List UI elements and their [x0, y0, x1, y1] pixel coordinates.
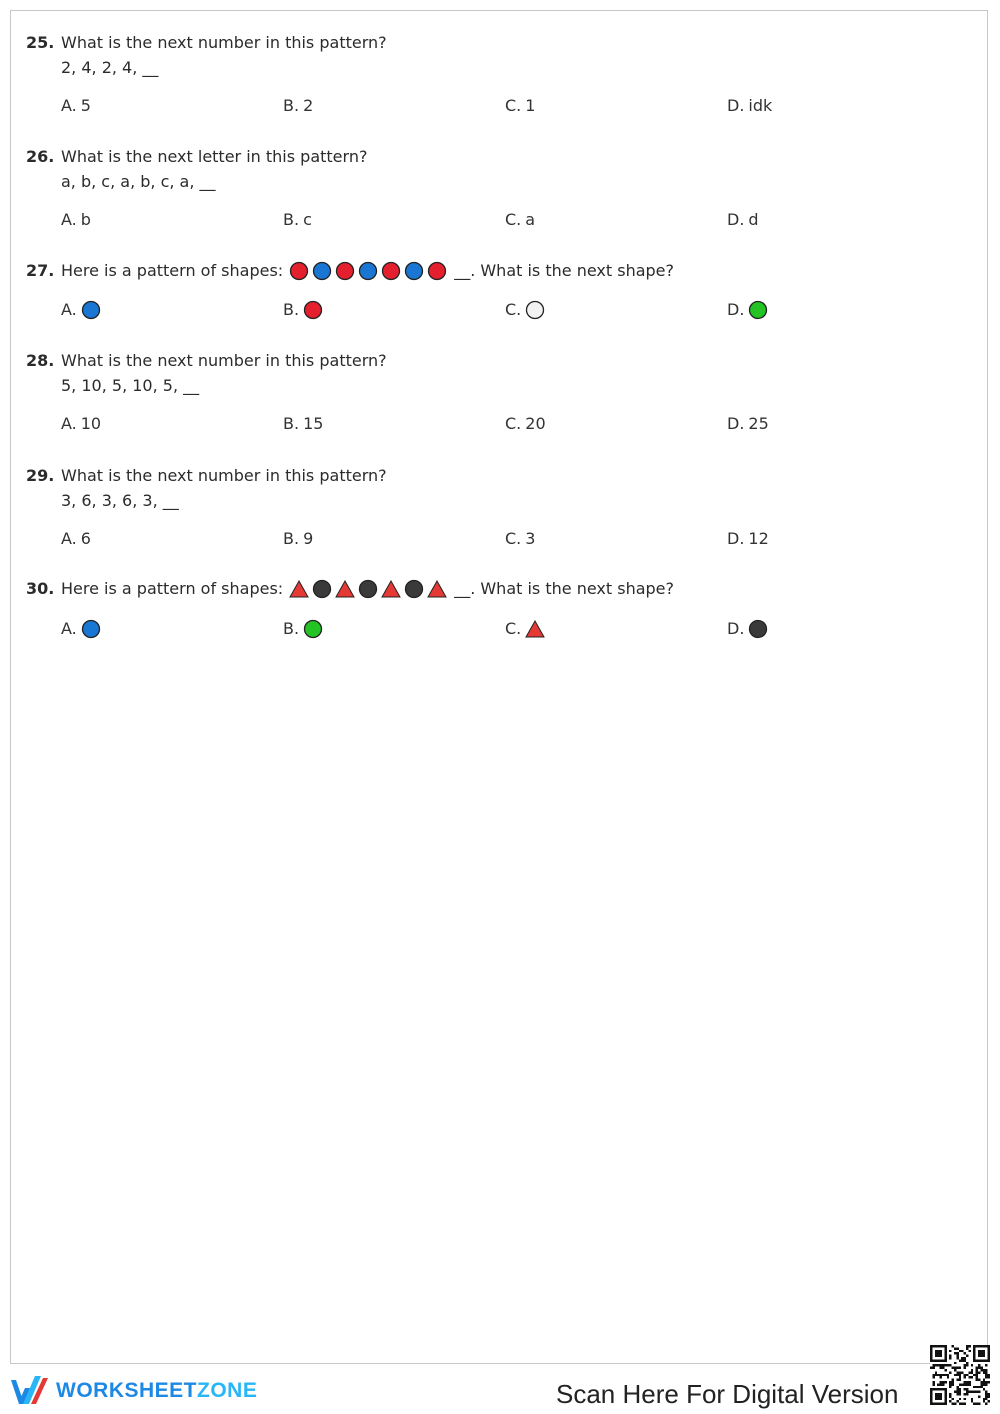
- option-a[interactable]: A. 5: [61, 94, 91, 118]
- red-triangle-icon: [427, 579, 447, 599]
- blue-circle-icon: [404, 261, 424, 281]
- red-circle-icon: [427, 261, 447, 281]
- option-text: 25: [748, 414, 769, 433]
- option-d[interactable]: D. 12: [727, 527, 769, 551]
- option-text: 1: [525, 96, 536, 115]
- option-text: 9: [303, 529, 314, 548]
- pattern-sequence: 2, 4, 2, 4, __: [61, 58, 159, 77]
- question-text: Here is a pattern of shapes:: [61, 261, 284, 280]
- question-number: 27.: [26, 261, 55, 280]
- question-text: What is the next number in this pattern?: [61, 466, 387, 485]
- option-b[interactable]: B.: [283, 298, 326, 322]
- question-25: [26, 32, 966, 118]
- blue-circle-icon: [81, 619, 101, 639]
- red-circle-icon: [303, 300, 323, 320]
- question-number: 29.: [26, 466, 55, 485]
- answer-options: [26, 527, 966, 551]
- option-text: 5: [80, 96, 91, 115]
- option-shape: [525, 300, 548, 320]
- question-number: 26.: [26, 147, 55, 166]
- qr-code-icon[interactable]: [930, 1344, 990, 1406]
- question-30: [26, 578, 966, 641]
- green-circle-icon: [303, 619, 323, 639]
- option-text: 3: [525, 529, 536, 548]
- logo-word-worksheet: WORKSHEET: [56, 1379, 197, 1402]
- option-text: 12: [748, 529, 769, 548]
- question-29: [26, 465, 966, 551]
- red-triangle-icon: [381, 579, 401, 599]
- logo-wordmark: [56, 1379, 257, 1403]
- logo-word-zone: ZONE: [197, 1379, 258, 1402]
- option-d[interactable]: D. idk: [727, 94, 772, 118]
- option-shape: [525, 619, 548, 639]
- option-text: 20: [525, 414, 546, 433]
- question-number: 30.: [26, 579, 55, 598]
- option-d[interactable]: D. 25: [727, 412, 769, 436]
- option-shape: [81, 300, 104, 320]
- worksheetzone-logo[interactable]: [10, 1374, 257, 1408]
- option-b[interactable]: B. 2: [283, 94, 313, 118]
- option-shape: [303, 619, 326, 639]
- option-text: b: [80, 210, 91, 229]
- option-c[interactable]: C.: [505, 298, 548, 322]
- black-circle-icon: [312, 579, 332, 599]
- red-triangle-icon: [525, 619, 545, 639]
- answer-options: [26, 412, 966, 436]
- shape-sequence: [289, 261, 450, 281]
- blue-circle-icon: [358, 261, 378, 281]
- white-circle-icon: [525, 300, 545, 320]
- option-text: 2: [303, 96, 314, 115]
- question-28: [26, 350, 966, 436]
- option-c[interactable]: C. 1: [505, 94, 535, 118]
- option-shape: [81, 619, 104, 639]
- pattern-sequence: 5, 10, 5, 10, 5, __: [61, 376, 200, 395]
- pattern-sequence: a, b, c, a, b, c, a, __: [61, 172, 216, 191]
- answer-options: [26, 94, 966, 118]
- question-number: 28.: [26, 351, 55, 370]
- option-text: 6: [80, 529, 91, 548]
- scan-caption: Scan Here For Digital Version: [556, 1379, 899, 1409]
- option-a[interactable]: A. b: [61, 208, 91, 232]
- option-text: 10: [80, 414, 102, 433]
- option-shape: [748, 300, 771, 320]
- option-text: idk: [748, 96, 773, 115]
- option-d[interactable]: D.: [727, 617, 771, 641]
- question-number: 25.: [26, 33, 55, 52]
- black-circle-icon: [748, 619, 768, 639]
- option-a[interactable]: A.: [61, 617, 104, 641]
- question-text: What is the next letter in this pattern?: [61, 147, 368, 166]
- question-text: Here is a pattern of shapes:: [61, 579, 284, 598]
- black-circle-icon: [358, 579, 378, 599]
- question-text-after: __. What is the next shape?: [454, 261, 674, 280]
- option-b[interactable]: B. c: [283, 208, 312, 232]
- option-c[interactable]: C. a: [505, 208, 535, 232]
- answer-options: [26, 298, 966, 322]
- option-b[interactable]: B. 9: [283, 527, 313, 551]
- worksheetzone-w-logo-icon: [10, 1374, 50, 1408]
- option-c[interactable]: C. 3: [505, 527, 535, 551]
- pattern-sequence: 3, 6, 3, 6, 3, __: [61, 491, 179, 510]
- option-a[interactable]: A.: [61, 298, 104, 322]
- green-circle-icon: [748, 300, 768, 320]
- option-c[interactable]: C. 20: [505, 412, 546, 436]
- question-text: What is the next number in this pattern?: [61, 351, 387, 370]
- option-d[interactable]: D. d: [727, 208, 759, 232]
- question-27: [26, 260, 966, 322]
- question-text: What is the next number in this pattern?: [61, 33, 387, 52]
- red-circle-icon: [289, 261, 309, 281]
- shape-sequence: [289, 579, 450, 599]
- answer-options: [26, 617, 966, 641]
- option-text: 15: [303, 414, 324, 433]
- option-a[interactable]: A. 10: [61, 412, 101, 436]
- red-triangle-icon: [335, 579, 355, 599]
- black-circle-icon: [404, 579, 424, 599]
- option-shape: [303, 300, 326, 320]
- red-circle-icon: [381, 261, 401, 281]
- red-circle-icon: [335, 261, 355, 281]
- answer-options: [26, 208, 966, 232]
- question-26: [26, 146, 966, 232]
- blue-circle-icon: [81, 300, 101, 320]
- question-text-after: __. What is the next shape?: [454, 579, 674, 598]
- option-d[interactable]: D.: [727, 298, 771, 322]
- option-a[interactable]: A. 6: [61, 527, 91, 551]
- option-c[interactable]: C.: [505, 617, 548, 641]
- option-text: c: [303, 210, 312, 229]
- option-shape: [748, 619, 771, 639]
- option-b[interactable]: B.: [283, 617, 326, 641]
- blue-circle-icon: [312, 261, 332, 281]
- option-b[interactable]: B. 15: [283, 412, 323, 436]
- option-text: d: [748, 210, 759, 229]
- red-triangle-icon: [289, 579, 309, 599]
- option-text: a: [525, 210, 536, 229]
